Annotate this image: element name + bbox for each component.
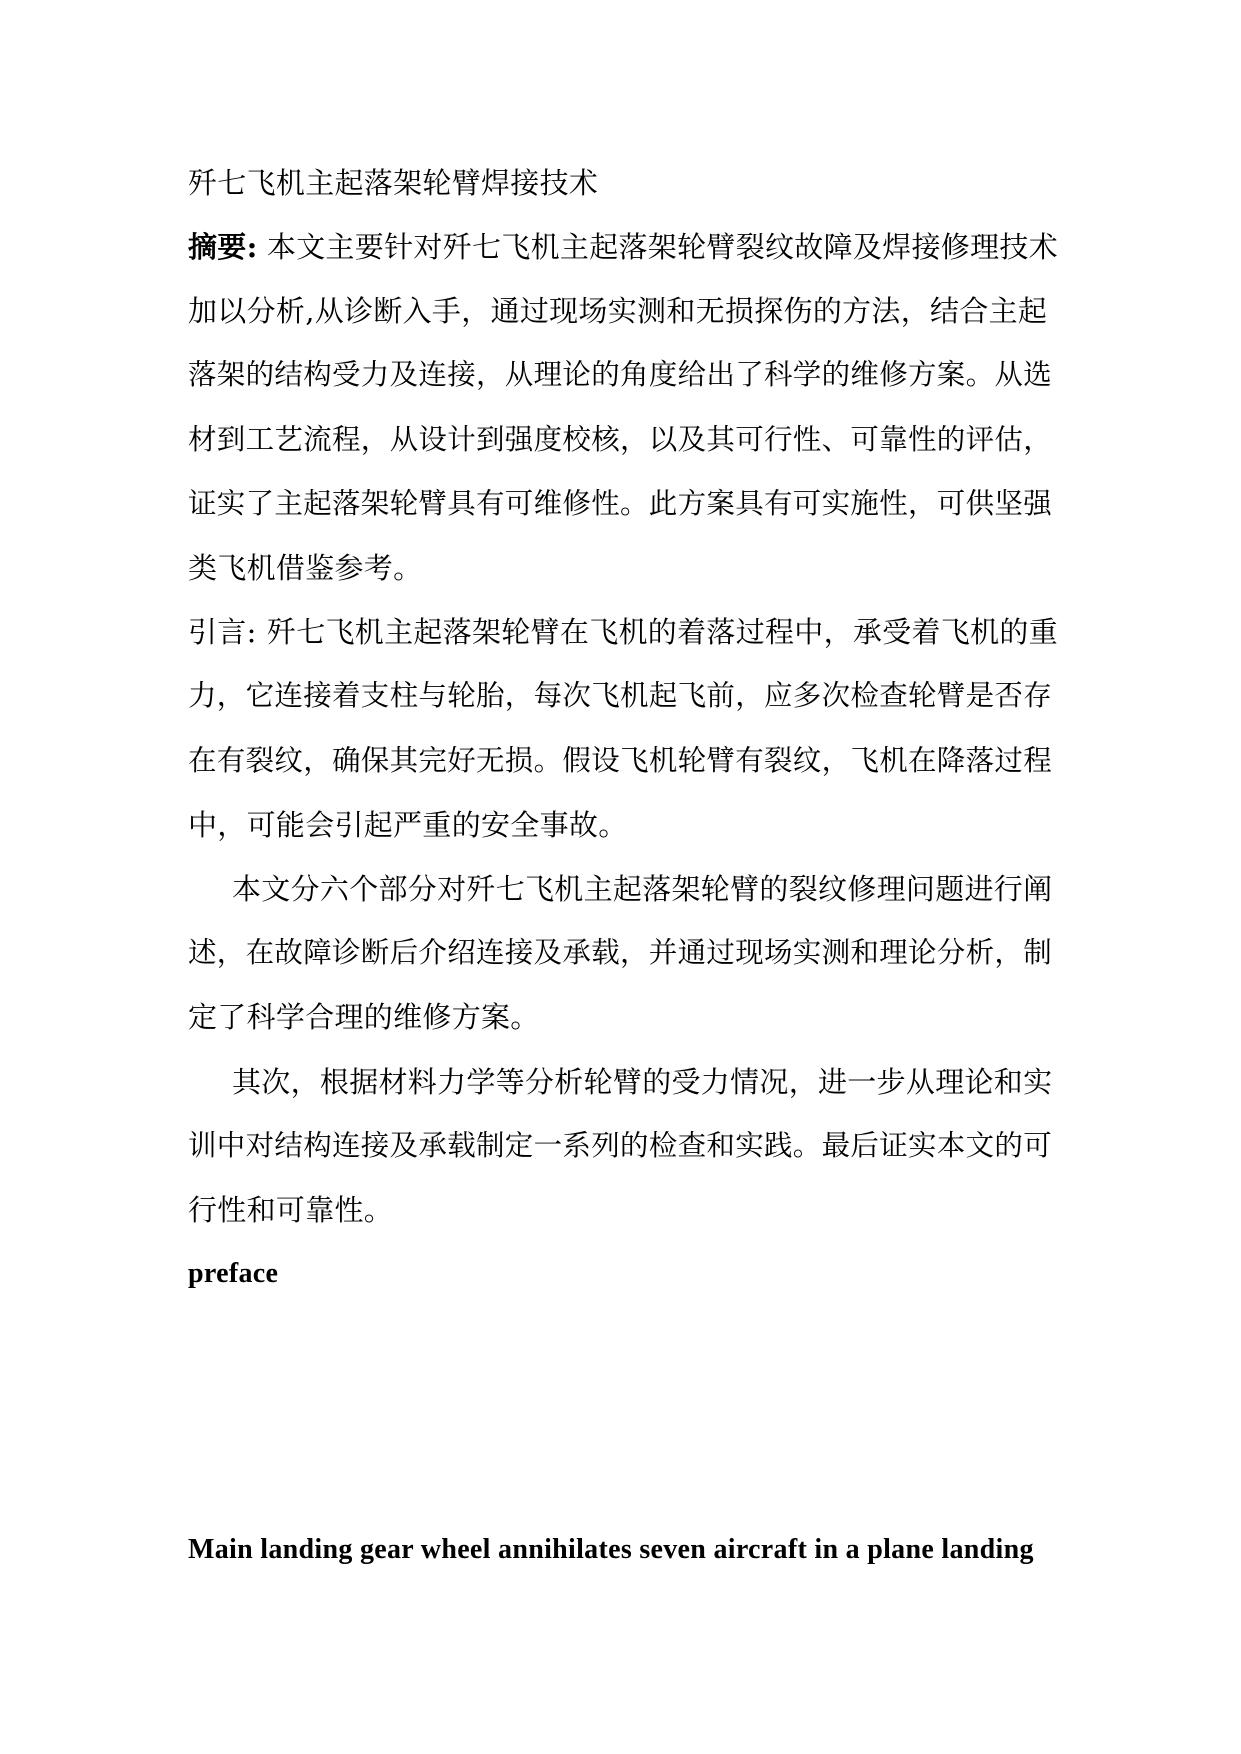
paragraph1-line-1: 本文分六个部分对歼七飞机主起落架轮臂的裂纹修理问题进行阐 <box>232 872 1053 906</box>
intro-line-2: 力，它连接着支柱与轮胎，每次飞机起飞前，应多次检查轮臂是否存 <box>188 679 1053 712</box>
abstract-label: 摘要: <box>188 230 258 264</box>
paragraph2-line-2: 训中对结构连接及承载制定一系列的检查和实践。最后证实本文的可 <box>188 1129 1053 1162</box>
intro-label: 引言: <box>188 615 257 649</box>
paragraph1-line-2: 述，在故障诊断后介绍连接及承载，并通过现场实测和理论分析，制 <box>188 936 1053 969</box>
intro-line-3: 在有裂纹，确保其完好无损。假设飞机轮臂有裂纹，飞机在降落过程 <box>188 744 1053 777</box>
abstract-line-5: 证实了主起落架轮臂具有可维修性。此方案具有可实施性，可供坚强 <box>188 487 1053 520</box>
intro-line-4: 中，可能会引起严重的安全事故。 <box>188 808 628 842</box>
abstract-line-4: 材到工艺流程，从设计到强度校核，以及其可行性、可靠性的评估， <box>188 423 1053 456</box>
intro-line-1 <box>188 613 1058 651</box>
abstract-line-3: 落架的结构受力及连接，从理论的角度给出了科学的维修方案。从选 <box>188 358 1053 391</box>
paragraph1-line-3: 定了科学合理的维修方案。 <box>188 1000 540 1034</box>
abstract-text-1: 本文主要针对歼七飞机主起落架轮臂裂纹故障及焊接修理技术 <box>266 230 1058 264</box>
abstract-line-6: 类飞机借鉴参考。 <box>188 551 423 585</box>
preface-heading: preface <box>188 1258 279 1289</box>
document-title: 歼七飞机主起落架轮臂焊接技术 <box>188 166 599 200</box>
english-summary-line: Main landing gear wheel annihilates seven aircraft in a plane landing <box>188 1534 1034 1565</box>
intro-text-1: 歼七飞机主起落架轮臂在飞机的着落过程中，承受着飞机的重 <box>266 615 1058 649</box>
abstract-line-2: 加以分析,从诊断入手，通过现场实测和无损探伤的方法，结合主起 <box>188 294 1048 328</box>
paragraph2-line-3: 行性和可靠性。 <box>188 1193 394 1227</box>
abstract-line-1 <box>188 228 1058 266</box>
paragraph2-line-1: 其次，根据材料力学等分析轮臂的受力情况，进一步从理论和实 <box>232 1065 1053 1099</box>
